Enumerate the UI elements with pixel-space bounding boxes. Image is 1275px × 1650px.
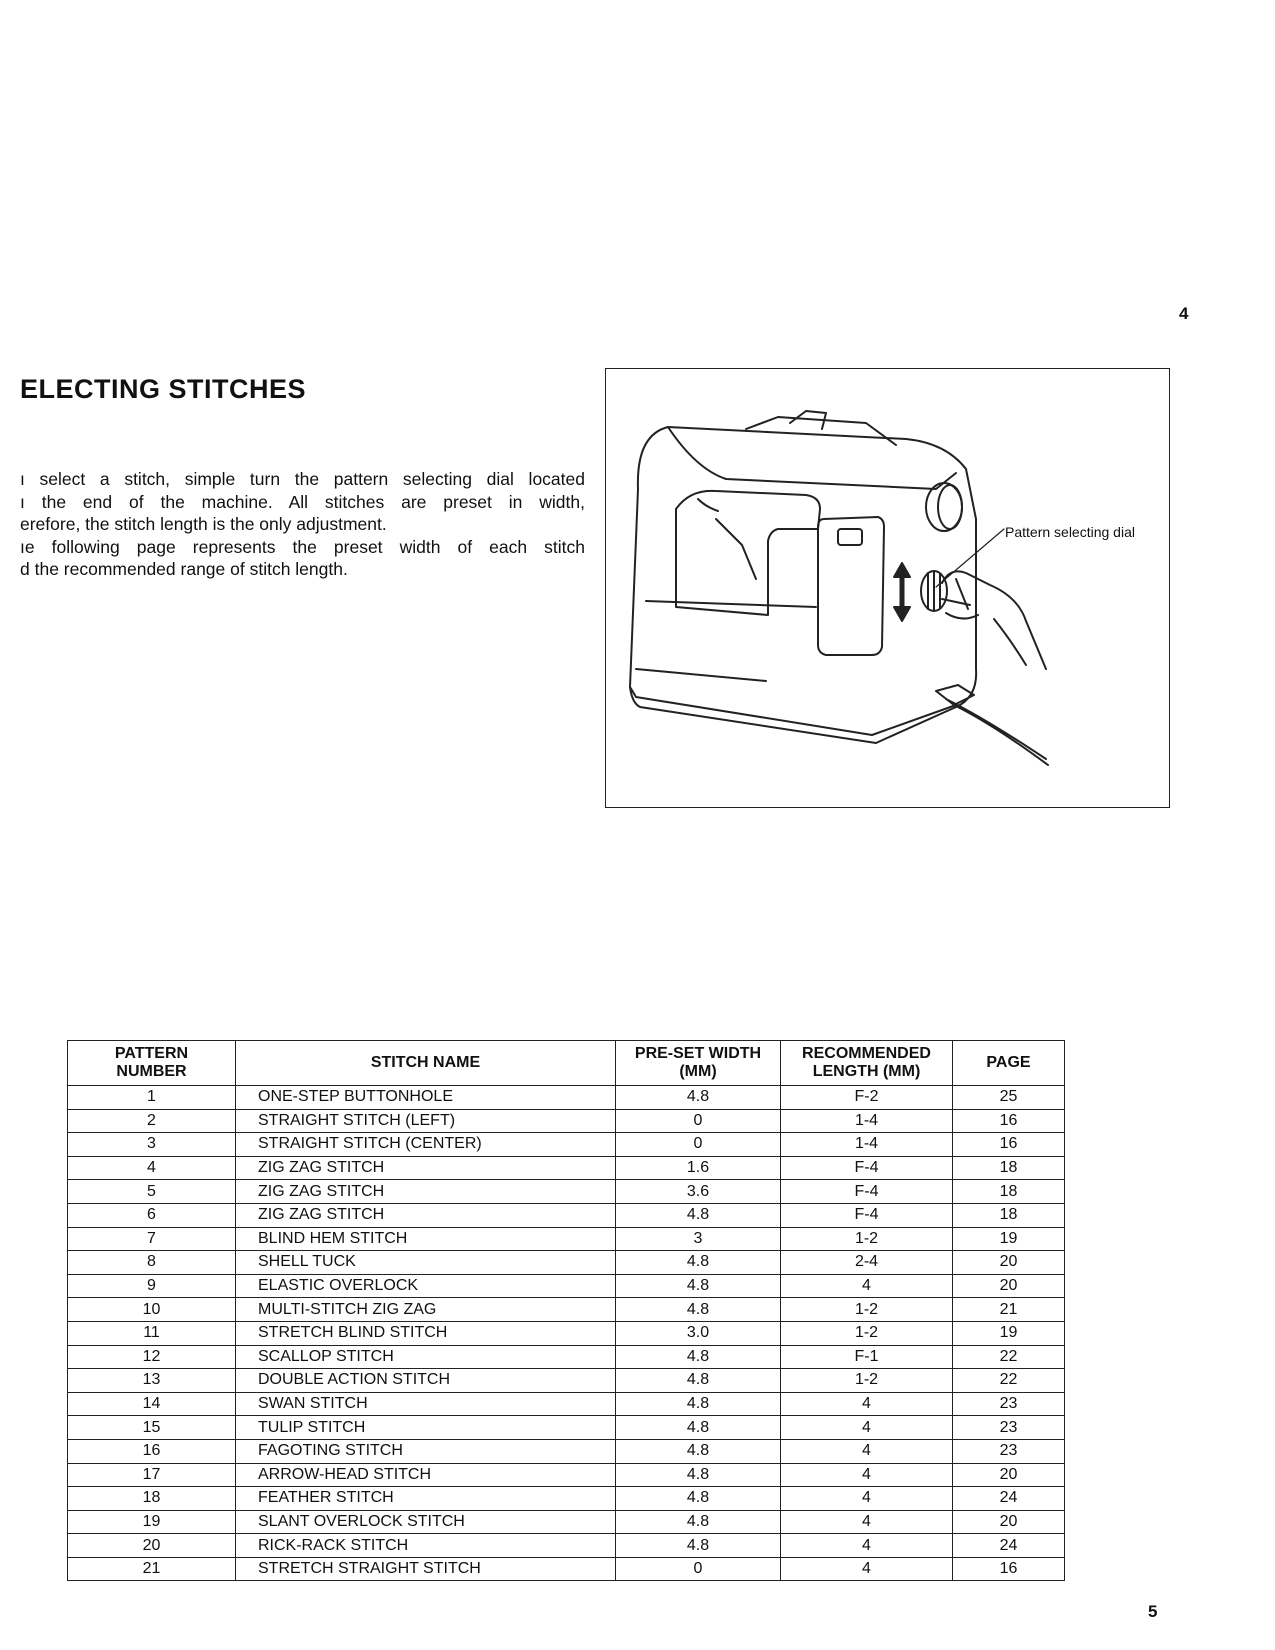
cell-page: 20	[953, 1251, 1065, 1275]
cell-page: 16	[953, 1557, 1065, 1581]
table-row	[68, 1439, 1065, 1463]
cell-width: 4.8	[616, 1392, 781, 1416]
cell-width: 4.8	[616, 1274, 781, 1298]
cell-length: 4	[781, 1416, 953, 1440]
cell-width: 4.8	[616, 1439, 781, 1463]
header-stitch-name: STITCH NAME	[236, 1041, 616, 1086]
cell-page: 18	[953, 1203, 1065, 1227]
cell-length: 4	[781, 1463, 953, 1487]
table-row	[68, 1557, 1065, 1581]
intro-line: erefore, the stitch length is the only adjustment.	[20, 514, 387, 534]
cell-page: 20	[953, 1510, 1065, 1534]
cell-length: F-1	[781, 1345, 953, 1369]
intro-paragraph	[20, 468, 585, 581]
cell-number: 17	[68, 1463, 236, 1487]
page-number-bottom: 5	[1148, 1602, 1158, 1621]
sewing-machine-drawing	[606, 369, 1171, 809]
cell-width: 3	[616, 1227, 781, 1251]
intro-line: d the recommended range of stitch length.	[20, 559, 348, 579]
dial-label: Pattern selecting dial	[1005, 524, 1135, 540]
machine-handle	[746, 411, 896, 445]
cell-width: 1.6	[616, 1156, 781, 1180]
cell-page: 19	[953, 1227, 1065, 1251]
cell-name: RICK-RACK STITCH	[236, 1534, 616, 1558]
table-row	[68, 1510, 1065, 1534]
section-heading: ELECTING STITCHES	[20, 374, 307, 404]
cell-length: F-2	[781, 1086, 953, 1110]
cell-name: MULTI-STITCH ZIG ZAG	[236, 1298, 616, 1322]
table-row	[68, 1416, 1065, 1440]
cell-name: SWAN STITCH	[236, 1392, 616, 1416]
cell-length: 4	[781, 1534, 953, 1558]
cell-page: 20	[953, 1463, 1065, 1487]
cell-length: F-4	[781, 1156, 953, 1180]
cell-width: 4.8	[616, 1416, 781, 1440]
cell-number: 14	[68, 1392, 236, 1416]
table-row	[68, 1274, 1065, 1298]
cell-width: 4.8	[616, 1487, 781, 1511]
arm-opening	[676, 491, 820, 615]
cell-name: STRETCH STRAIGHT STITCH	[236, 1557, 616, 1581]
intro-line: ı select a stitch, simple turn the pattern selecting dial located	[20, 469, 585, 489]
cell-page: 23	[953, 1392, 1065, 1416]
cell-name: ZIG ZAG STITCH	[236, 1180, 616, 1204]
table-row	[68, 1227, 1065, 1251]
table-row	[68, 1487, 1065, 1511]
cell-number: 18	[68, 1487, 236, 1511]
cell-number: 6	[68, 1203, 236, 1227]
header-page: PAGE	[953, 1041, 1065, 1086]
cell-name: ELASTIC OVERLOCK	[236, 1274, 616, 1298]
cell-number: 2	[68, 1109, 236, 1133]
cell-name: STRAIGHT STITCH (LEFT)	[236, 1109, 616, 1133]
cell-name: SHELL TUCK	[236, 1251, 616, 1275]
table-row	[68, 1463, 1065, 1487]
table-row	[68, 1392, 1065, 1416]
cell-width: 0	[616, 1109, 781, 1133]
cell-length: 4	[781, 1487, 953, 1511]
cell-width: 0	[616, 1133, 781, 1157]
cell-width: 0	[616, 1557, 781, 1581]
cell-number: 19	[68, 1510, 236, 1534]
intro-line: ı the end of the machine. All stitches are preset in width,	[20, 491, 585, 512]
cell-name: FEATHER STITCH	[236, 1487, 616, 1511]
cell-name: STRETCH BLIND STITCH	[236, 1321, 616, 1345]
machine-body-outline	[630, 427, 976, 743]
cell-width: 3.0	[616, 1321, 781, 1345]
cell-page: 22	[953, 1345, 1065, 1369]
display-window	[838, 529, 862, 545]
table-row	[68, 1251, 1065, 1275]
cell-number: 13	[68, 1369, 236, 1393]
cell-length: 4	[781, 1557, 953, 1581]
cell-number: 21	[68, 1557, 236, 1581]
cell-number: 20	[68, 1534, 236, 1558]
cell-width: 4.8	[616, 1251, 781, 1275]
cell-page: 18	[953, 1156, 1065, 1180]
cell-width: 4.8	[616, 1203, 781, 1227]
cell-length: 1-2	[781, 1321, 953, 1345]
cell-length: 2-4	[781, 1251, 953, 1275]
cell-page: 25	[953, 1086, 1065, 1110]
cell-number: 9	[68, 1274, 236, 1298]
cell-length: 4	[781, 1392, 953, 1416]
cell-width: 4.8	[616, 1510, 781, 1534]
cell-length: 1-2	[781, 1227, 953, 1251]
cell-page: 23	[953, 1439, 1065, 1463]
table-row	[68, 1321, 1065, 1345]
cell-number: 7	[68, 1227, 236, 1251]
cell-page: 24	[953, 1534, 1065, 1558]
table-row	[68, 1133, 1065, 1157]
cell-length: F-4	[781, 1203, 953, 1227]
cell-width: 3.6	[616, 1180, 781, 1204]
cell-number: 12	[68, 1345, 236, 1369]
cell-number: 3	[68, 1133, 236, 1157]
cell-length: 1-4	[781, 1109, 953, 1133]
cell-length: 1-2	[781, 1369, 953, 1393]
cell-width: 4.8	[616, 1345, 781, 1369]
cell-length: 4	[781, 1510, 953, 1534]
cell-number: 1	[68, 1086, 236, 1110]
cell-page: 22	[953, 1369, 1065, 1393]
table-row	[68, 1345, 1065, 1369]
cell-number: 11	[68, 1321, 236, 1345]
cell-length: F-4	[781, 1180, 953, 1204]
header-pattern-number: PATTERN NUMBER	[68, 1041, 236, 1086]
cell-name: ARROW-HEAD STITCH	[236, 1463, 616, 1487]
cell-number: 10	[68, 1298, 236, 1322]
stitch-table	[67, 1040, 1065, 1581]
cell-name: ONE-STEP BUTTONHOLE	[236, 1086, 616, 1110]
needle-area	[698, 499, 756, 579]
cell-width: 4.8	[616, 1298, 781, 1322]
machine-base	[630, 601, 956, 735]
cell-name: SCALLOP STITCH	[236, 1345, 616, 1369]
cell-page: 21	[953, 1298, 1065, 1322]
table-row	[68, 1203, 1065, 1227]
table-row	[68, 1086, 1065, 1110]
header-preset-width: PRE-SET WIDTH (MM)	[616, 1041, 781, 1086]
cell-length: 4	[781, 1439, 953, 1463]
cell-number: 15	[68, 1416, 236, 1440]
cell-width: 4.8	[616, 1369, 781, 1393]
cell-width: 4.8	[616, 1534, 781, 1558]
intro-line: ıe following page represents the preset width of each stitch	[20, 536, 585, 557]
sewing-machine-illustration	[605, 368, 1170, 808]
display-panel	[818, 517, 884, 655]
cell-number: 8	[68, 1251, 236, 1275]
cell-page: 19	[953, 1321, 1065, 1345]
label-leader-line	[936, 529, 1004, 587]
cell-number: 4	[68, 1156, 236, 1180]
cell-name: FAGOTING STITCH	[236, 1439, 616, 1463]
cell-name: STRAIGHT STITCH (CENTER)	[236, 1133, 616, 1157]
cell-width: 4.8	[616, 1086, 781, 1110]
cell-width: 4.8	[616, 1463, 781, 1487]
table-row	[68, 1298, 1065, 1322]
cell-name: DOUBLE ACTION STITCH	[236, 1369, 616, 1393]
cell-page: 16	[953, 1109, 1065, 1133]
cell-number: 16	[68, 1439, 236, 1463]
cell-page: 20	[953, 1274, 1065, 1298]
hand	[942, 571, 1046, 669]
table-row	[68, 1156, 1065, 1180]
cell-length: 4	[781, 1274, 953, 1298]
cell-name: ZIG ZAG STITCH	[236, 1203, 616, 1227]
cell-page: 18	[953, 1180, 1065, 1204]
cell-name: TULIP STITCH	[236, 1416, 616, 1440]
page-number-top: 4	[1179, 304, 1189, 323]
cell-page: 23	[953, 1416, 1065, 1440]
cell-length: 1-4	[781, 1133, 953, 1157]
power-plug	[936, 685, 1048, 765]
table-row	[68, 1534, 1065, 1558]
cell-number: 5	[68, 1180, 236, 1204]
cell-name: SLANT OVERLOCK STITCH	[236, 1510, 616, 1534]
cell-length: 1-2	[781, 1298, 953, 1322]
cell-page: 16	[953, 1133, 1065, 1157]
table-header-row	[68, 1041, 1065, 1086]
table-row	[68, 1369, 1065, 1393]
cell-page: 24	[953, 1487, 1065, 1511]
table-row	[68, 1180, 1065, 1204]
table-row	[68, 1109, 1065, 1133]
machine-top-edge	[668, 427, 956, 489]
cell-name: ZIG ZAG STITCH	[236, 1156, 616, 1180]
cell-name: BLIND HEM STITCH	[236, 1227, 616, 1251]
header-recommended-length: RECOMMENDED LENGTH (MM)	[781, 1041, 953, 1086]
